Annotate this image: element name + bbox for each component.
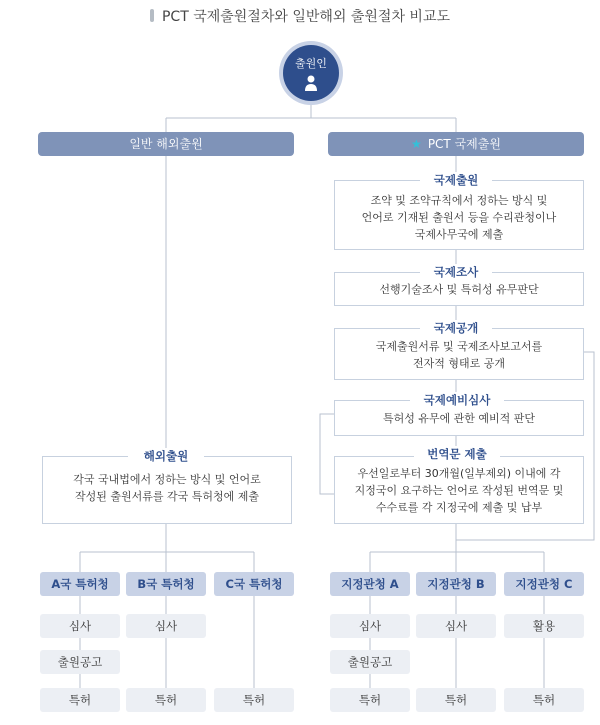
designated-office-a: 지정관청 A bbox=[330, 572, 410, 596]
stage-translation-submission bbox=[334, 456, 584, 524]
step-examination: 심사 bbox=[40, 614, 120, 638]
step-publication: 출원공고 bbox=[330, 650, 410, 674]
stage-title: 국제공개 bbox=[420, 320, 492, 336]
step-patent: 특허 bbox=[504, 688, 584, 712]
stage-international-filing bbox=[334, 180, 584, 250]
step-examination: 심사 bbox=[330, 614, 410, 638]
general-overseas-header bbox=[38, 132, 294, 156]
stage-text-line: 특허성 유무에 관한 예비적 판단 bbox=[382, 412, 536, 425]
step-patent: 특허 bbox=[330, 688, 410, 712]
stage-text-line: 선행기술조사 및 특허성 유무판단 bbox=[379, 283, 539, 296]
line-bypass-left bbox=[320, 414, 334, 494]
stage-text-line: 우선일로부터 30개월(일부제외) 이내에 각 bbox=[357, 467, 561, 480]
page-title-text: PCT 국제출원절차와 일반해외 출원절차 비교도 bbox=[161, 9, 450, 25]
designated-office-c: 지정관청 C bbox=[504, 572, 584, 596]
pct-header-label: PCT 국제출원 bbox=[427, 137, 501, 151]
stage-text-line: 국제출원서류 및 국제조사보고서를 bbox=[375, 340, 543, 353]
stage-text-line: 지정국이 요구하는 언어로 작성된 번역문 및 bbox=[354, 484, 564, 497]
office-c: C국 특허청 bbox=[214, 572, 294, 596]
stage-text-line: 언어로 기재된 출원서 등을 수리관청이나 bbox=[361, 211, 557, 224]
star-icon: ★ bbox=[411, 137, 422, 151]
overseas-filing-text-line: 작성된 출원서류를 각국 특허청에 제출 bbox=[74, 490, 259, 503]
stage-text-line: 전자적 형태로 공개 bbox=[412, 357, 505, 370]
step-patent: 특허 bbox=[40, 688, 120, 712]
overseas-filing-text-line: 각국 국내법에서 정하는 방식 및 언어로 bbox=[73, 473, 261, 486]
step-utilization: 활용 bbox=[504, 614, 584, 638]
general-overseas-header-label: 일반 해외출원 bbox=[129, 137, 203, 151]
office-b: B국 특허청 bbox=[126, 572, 206, 596]
step-examination: 심사 bbox=[126, 614, 206, 638]
step-patent: 특허 bbox=[126, 688, 206, 712]
stage-title: 번역문 제출 bbox=[414, 446, 500, 462]
designated-office-b: 지정관청 B bbox=[416, 572, 496, 596]
pct-header bbox=[328, 132, 584, 156]
applicant-label: 출원인 bbox=[295, 57, 327, 70]
overseas-filing-title: 해외출원 bbox=[128, 448, 204, 464]
stage-title: 국제출원 bbox=[420, 172, 492, 188]
step-patent: 특허 bbox=[214, 688, 294, 712]
person-icon bbox=[304, 75, 318, 91]
stage-title: 국제예비심사 bbox=[410, 392, 504, 408]
step-publication: 출원공고 bbox=[40, 650, 120, 674]
stage-text-line: 조약 및 조약규칙에서 정하는 방식 및 bbox=[370, 194, 548, 207]
applicant-node bbox=[283, 45, 339, 101]
overseas-filing-box bbox=[42, 456, 292, 524]
stage-text-line: 국제사무국에 제출 bbox=[414, 228, 504, 241]
office-a: A국 특허청 bbox=[40, 572, 120, 596]
stage-title: 국제조사 bbox=[420, 264, 492, 280]
step-examination: 심사 bbox=[416, 614, 496, 638]
stage-text-line: 수수료를 각 지정국에 제출 및 납부 bbox=[375, 501, 543, 514]
step-patent: 특허 bbox=[416, 688, 496, 712]
